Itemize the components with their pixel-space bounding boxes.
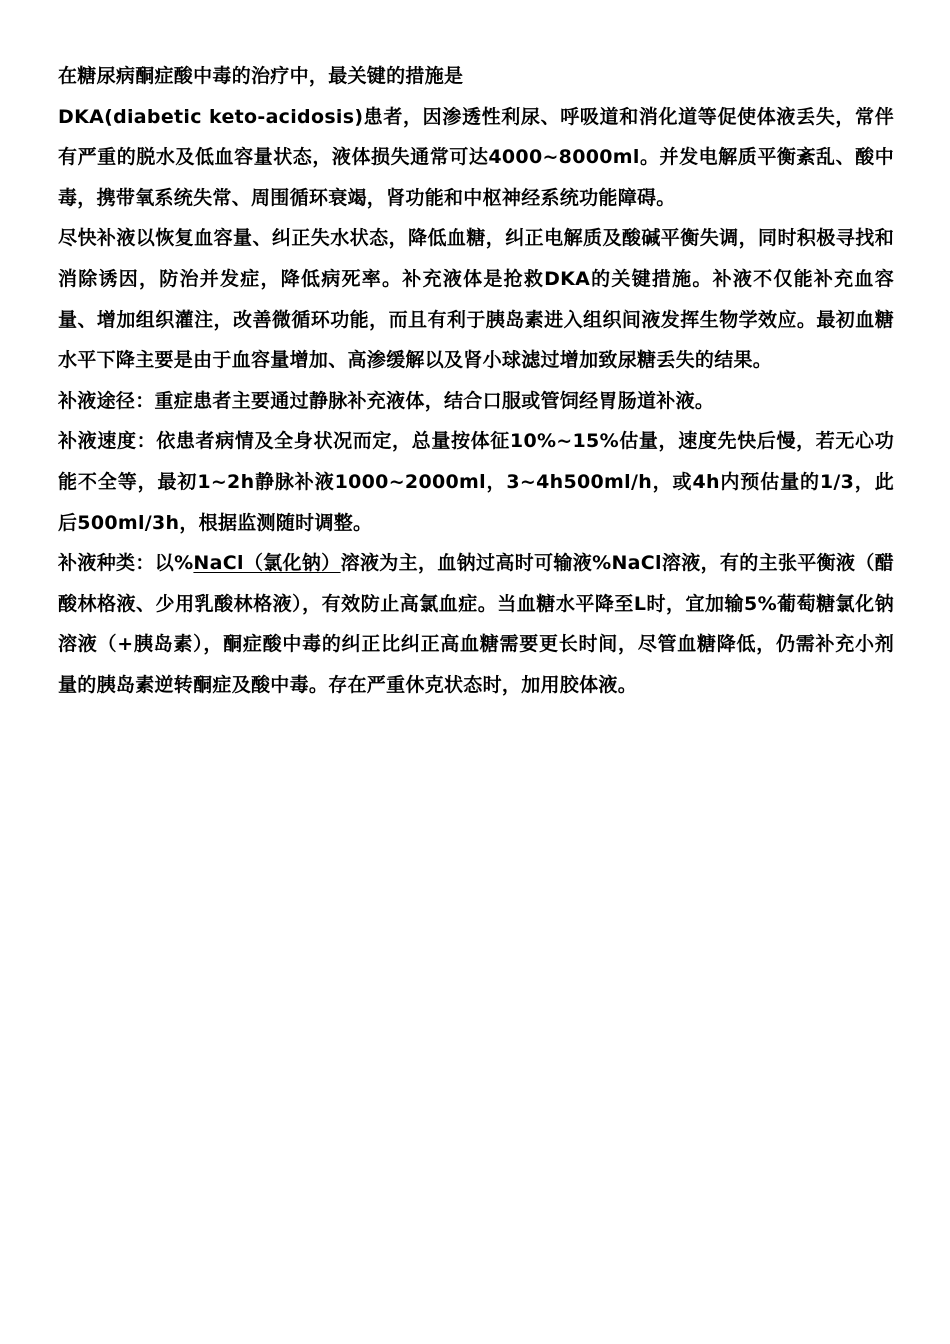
question-title: 在糖尿病酮症酸中毒的治疗中，最关键的措施是: [58, 65, 464, 87]
document-body: [58, 56, 894, 706]
paragraph-treatment-principles: 尽快补液以恢复血容量、纠正失水状态，降低血糖，纠正电解质及酸碱平衡失调，同时积极寻找和消除诱因，防治并发症，降低病死率。补充液体是抢救DKA的关键措施。补液不仅能补充血容量、增加组织灌注，改善微循环功能，而且有利于胰岛素进入组织间液发挥生物学效应。最初血糖水平下降主要是由于血容量增加、高渗缓解以及肾小球滤过增加致尿糖丢失的结果。: [58, 227, 894, 372]
paragraph-fluid-route: 补液途径：重症患者主要通过静脉补充液体，结合口服或管饲经胃肠道补液。: [58, 389, 715, 412]
paragraph-dka-overview: DKA(diabetic keto-acidosis)患者，因渗透性利尿、呼吸道和消化道等促使体液丢失，常伴有严重的脱水及低血容量状态，液体损失通常可达4000~8000ml。并发电解质平衡紊乱、酸中毒，携带氧系统失常、周围循环衰竭，肾功能和中枢神经系统功能障碍。: [58, 105, 894, 209]
fluid-types-rest: 溶液为主，血钠过高时可输液%NaCl溶液，有的主张平衡液（醋酸林格液、少用乳酸林格液），有效防止高氯血症。当血糖水平降至L时，宜加输5%葡萄糖氯化钠溶液（+胰岛素），酮症酸中毒的纠正比纠正高血糖需要更长时间，尽管血糖降低，仍需补充小剂量的胰岛素逆转酮症及酸中毒。存在严重休克状态时，加用胶体液。: [58, 552, 894, 696]
fluid-types-lead: 补液种类：以%: [58, 552, 194, 575]
underlined-nacl-term: NaCl（氯化钠）: [193, 552, 341, 575]
paragraph-fluid-rate: 补液速度：依患者病情及全身状况而定，总量按体征10%~15%估量，速度先快后慢，若无心功能不全等，最初1~2h静脉补液1000~2000ml，3~4h500ml/h，或4h内预估量的1/3，此后500ml/3h，根据监测随时调整。: [58, 430, 894, 534]
paragraph-fluid-types: [58, 543, 894, 705]
